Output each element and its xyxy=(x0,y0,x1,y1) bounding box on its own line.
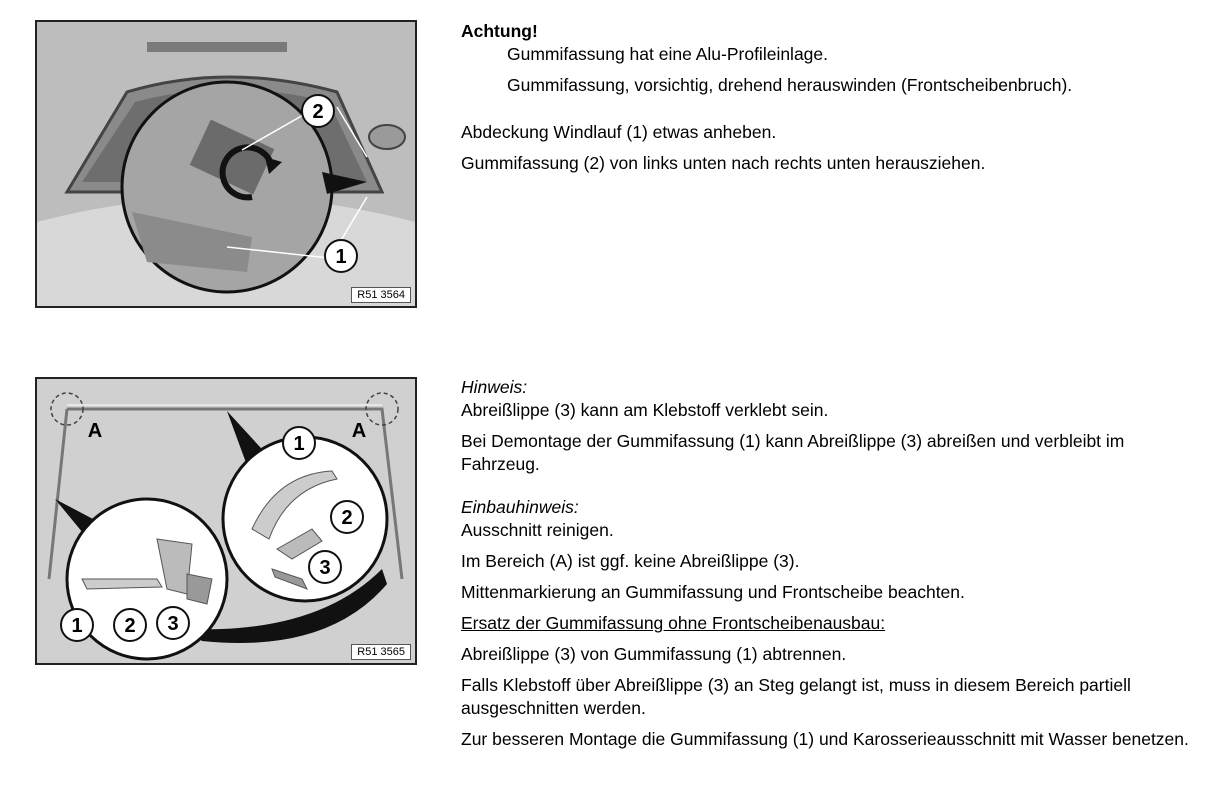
hint-2: Bei Demontage der Gummifassung (1) kann Abreißlippe (3) abreißen und verbleibt im Fahrzeug. xyxy=(461,431,1125,474)
replace-heading: Ersatz der Gummifassung ohne Frontscheibenausbau: xyxy=(461,613,886,633)
callout-1-right: 1 xyxy=(293,433,305,455)
replace-3: Zur besseren Montage die Gummifassung (1) und Karosserieausschnitt mit Wasser benetzen. xyxy=(461,729,1189,749)
callout-3-left: 3 xyxy=(167,613,179,635)
profile-diagram-illustration xyxy=(37,379,415,663)
section-removal-instructions xyxy=(461,20,1201,183)
warning-heading: Achtung! xyxy=(461,21,538,41)
warning-note-2: Gummifassung, vorsichtig, drehend herauswinden (Frontscheibenbruch). xyxy=(507,75,1073,95)
step-pull-rubber: Gummifassung (2) von links unten nach rechts unten herausziehen. xyxy=(461,153,986,173)
marker-a-left: A xyxy=(87,420,103,442)
callout-3-right: 3 xyxy=(319,557,331,579)
install-3: Mittenmarkierung an Gummifassung und Frontscheibe beachten. xyxy=(461,582,965,602)
figure-windscreen-photo xyxy=(35,20,417,308)
figure-label: R51 3564 xyxy=(351,287,411,303)
figure-label: R51 3565 xyxy=(351,644,411,660)
marker-a-right: A xyxy=(351,420,367,442)
callout-2-right: 2 xyxy=(341,507,353,529)
install-2: Im Bereich (A) ist ggf. keine Abreißlippe (3). xyxy=(461,551,800,571)
replace-2: Falls Klebstoff über Abreißlippe (3) an Steg gelangt ist, muss in diesem Bereich partiell ausgeschnitten werden. xyxy=(461,675,1131,718)
section-hints xyxy=(461,376,1206,759)
install-heading: Einbauhinweis: xyxy=(461,497,579,517)
callout-1-left: 1 xyxy=(71,615,83,637)
callout-1: 1 xyxy=(335,246,347,268)
hint-1: Abreißlippe (3) kann am Klebstoff verklebt sein. xyxy=(461,400,829,420)
step-lift-cover: Abdeckung Windlauf (1) etwas anheben. xyxy=(461,122,777,142)
callout-2-left: 2 xyxy=(124,615,136,637)
callout-2: 2 xyxy=(312,101,324,123)
hint-heading: Hinweis: xyxy=(461,377,528,397)
figure-rubber-profile-diagram xyxy=(35,377,417,665)
windscreen-photo-illustration xyxy=(37,22,415,306)
replace-1: Abreißlippe (3) von Gummifassung (1) abtrennen. xyxy=(461,644,847,664)
install-1: Ausschnitt reinigen. xyxy=(461,520,614,540)
warning-note-1: Gummifassung hat eine Alu-Profileinlage. xyxy=(507,44,829,64)
